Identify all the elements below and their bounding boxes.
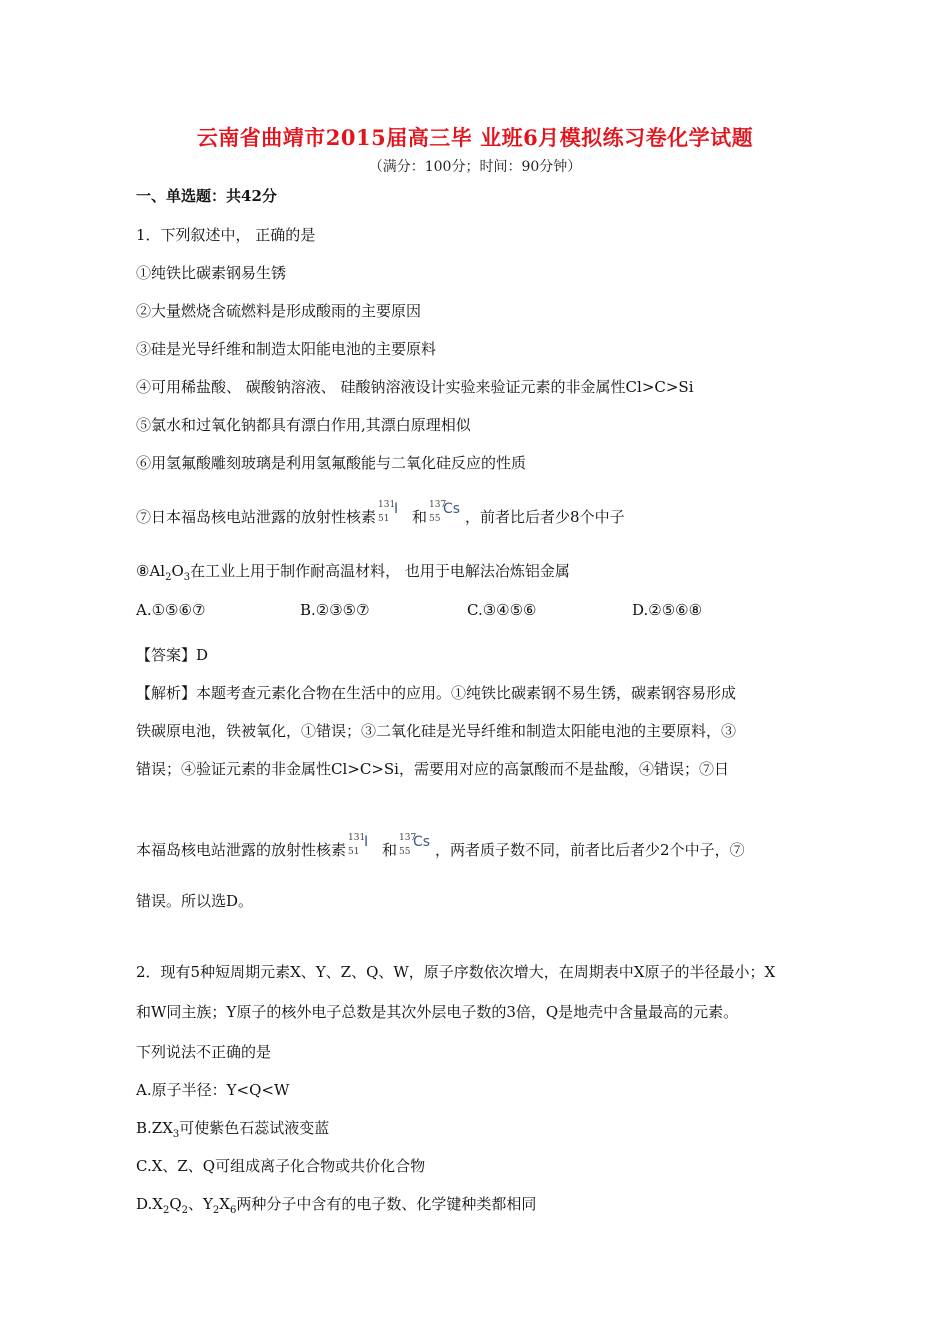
analysis-and: 和 <box>382 841 398 859</box>
nuclide-z: 51 <box>378 514 390 524</box>
q1-item-6: ⑥用氢氟酸雕刻玻璃是利用氢氟酸能与二氧化硅反应的性质 <box>136 454 527 472</box>
nuclide-symbol: Cs <box>413 834 431 850</box>
page-title: 云南省曲靖市2015届高三毕 业班6月模拟练习卷化学试题 <box>196 125 754 150</box>
q2-option-b <box>136 1118 329 1145</box>
subscript: 3 <box>183 572 191 583</box>
option-a: A.①⑤⑥⑦ <box>136 601 206 619</box>
nuclide-symbol: I <box>364 834 369 850</box>
q1-item-2: ②大量燃烧含硫燃料是形成酸雨的主要原因 <box>136 302 422 320</box>
option-c: C.③④⑤⑥ <box>467 601 537 619</box>
nuclide-symbol: I <box>394 501 399 517</box>
q1-item-4: ④可用稀盐酸、 碳酸钠溶液、 硅酸钠溶液设计实验来验证元素的非金属性Cl>C>Si <box>136 378 694 396</box>
q2-option-c: C.X、Z、Q可组成离子化合物或共价化合物 <box>136 1157 426 1175</box>
option-text: 可使紫色石蕊试液变蓝 <box>179 1119 330 1137</box>
option-b: B.②③⑤⑦ <box>300 601 370 619</box>
q1-options <box>136 600 816 622</box>
q2-option-d <box>136 1194 536 1221</box>
subscript: 2 <box>165 572 172 583</box>
nuclide-mass: 131 <box>378 500 396 510</box>
option-text: D.X <box>136 1195 163 1213</box>
q1-analysis-line-4 <box>136 830 745 860</box>
cesium-nuclide <box>427 497 465 527</box>
cesium-nuclide <box>397 830 435 860</box>
subscript: 2 <box>181 1205 189 1216</box>
nuclide-z: 55 <box>429 514 441 524</box>
option-text: 、Y <box>188 1195 213 1213</box>
q1-analysis-line-3: 错误；④验证元素的非金属性Cl>C>Si，需要用对应的高氯酸而不是盐酸，④错误；⑦日 <box>136 760 729 778</box>
option-text: 两种分子中含有的电子数、化学键种类都相同 <box>236 1195 537 1213</box>
q2-stem-line-1: 2．现有5种短周期元素X、Y、Z、Q、W，原子序数依次增大，在周期表中X原子的半径最小；X <box>136 963 776 981</box>
nuclide-mass: 137 <box>429 500 447 510</box>
option-text: X <box>219 1195 230 1213</box>
q1-analysis-line-2: 铁碳原电池，铁被氧化，①错误；③二氧化硅是光导纤维和制造太阳能电池的主要原料，③ <box>136 722 737 740</box>
q1-item-3: ③硅是光导纤维和制造太阳能电池的主要原料 <box>136 340 437 358</box>
q1-item-8-text: ⑧Al <box>136 562 166 580</box>
nuclide-z: 51 <box>348 847 360 857</box>
subscript: 3 <box>172 1129 180 1140</box>
analysis-text-b: ，两者质子数不同，前者比后者少2个中子，⑦ <box>435 841 745 859</box>
q1-item-7-and: 和 <box>412 508 428 526</box>
q2-stem-line-2: 和W同主族；Y原子的核外电子总数是其次外层电子数的3倍，Q是地壳中含量最高的元素。 <box>136 1003 739 1021</box>
q2-option-a: A.原子半径：Y<Q<W <box>136 1081 290 1099</box>
page-subtitle: （满分：100分；时间：90分钟） <box>368 159 582 175</box>
subscript: 2 <box>212 1205 220 1216</box>
q1-item-7-text-b: ，前者比后者少8个中子 <box>465 508 625 526</box>
q1-item-1: ①纯铁比碳素钢易生锈 <box>136 264 287 282</box>
q1-item-8-text: 在工业上用于制作耐高温材料， 也用于电解法冶炼铝金属 <box>190 562 570 580</box>
option-d: D.②⑤⑥⑧ <box>632 601 703 619</box>
subscript: 2 <box>162 1205 170 1216</box>
nuclide-mass: 137 <box>399 833 417 843</box>
nuclide-symbol: Cs <box>443 501 461 517</box>
q1-stem: 1．下列叙述中， 正确的是 <box>136 226 316 244</box>
option-text: B.ZX <box>136 1119 173 1137</box>
iodine-nuclide <box>346 830 382 860</box>
q1-item-8 <box>136 561 570 588</box>
analysis-text-a: 本福岛核电站泄露的放射性核素 <box>136 841 347 859</box>
q2-stem-line-3: 下列说法不正确的是 <box>136 1043 272 1061</box>
q1-item-7 <box>136 497 625 527</box>
q1-item-5: ⑤氯水和过氧化钠都具有漂白作用,其漂白原理相似 <box>136 416 471 434</box>
q1-item-8-text: O <box>171 562 184 580</box>
nuclide-z: 55 <box>399 847 411 857</box>
section-heading: 一、单选题：共42分 <box>136 187 277 205</box>
subscript: 6 <box>229 1205 237 1216</box>
iodine-nuclide <box>376 497 412 527</box>
q1-analysis-line-5: 错误。所以选D。 <box>136 892 254 910</box>
nuclide-mass: 131 <box>348 833 366 843</box>
q1-item-7-text-a: ⑦日本福岛核电站泄露的放射性核素 <box>136 508 377 526</box>
q1-analysis-line-1: 【解析】本题考查元素化合物在生活中的应用。①纯铁比碳素钢不易生锈，碳素钢容易形成 <box>136 684 737 702</box>
option-text: Q <box>169 1195 182 1213</box>
q1-answer: 【答案】D <box>136 646 209 664</box>
